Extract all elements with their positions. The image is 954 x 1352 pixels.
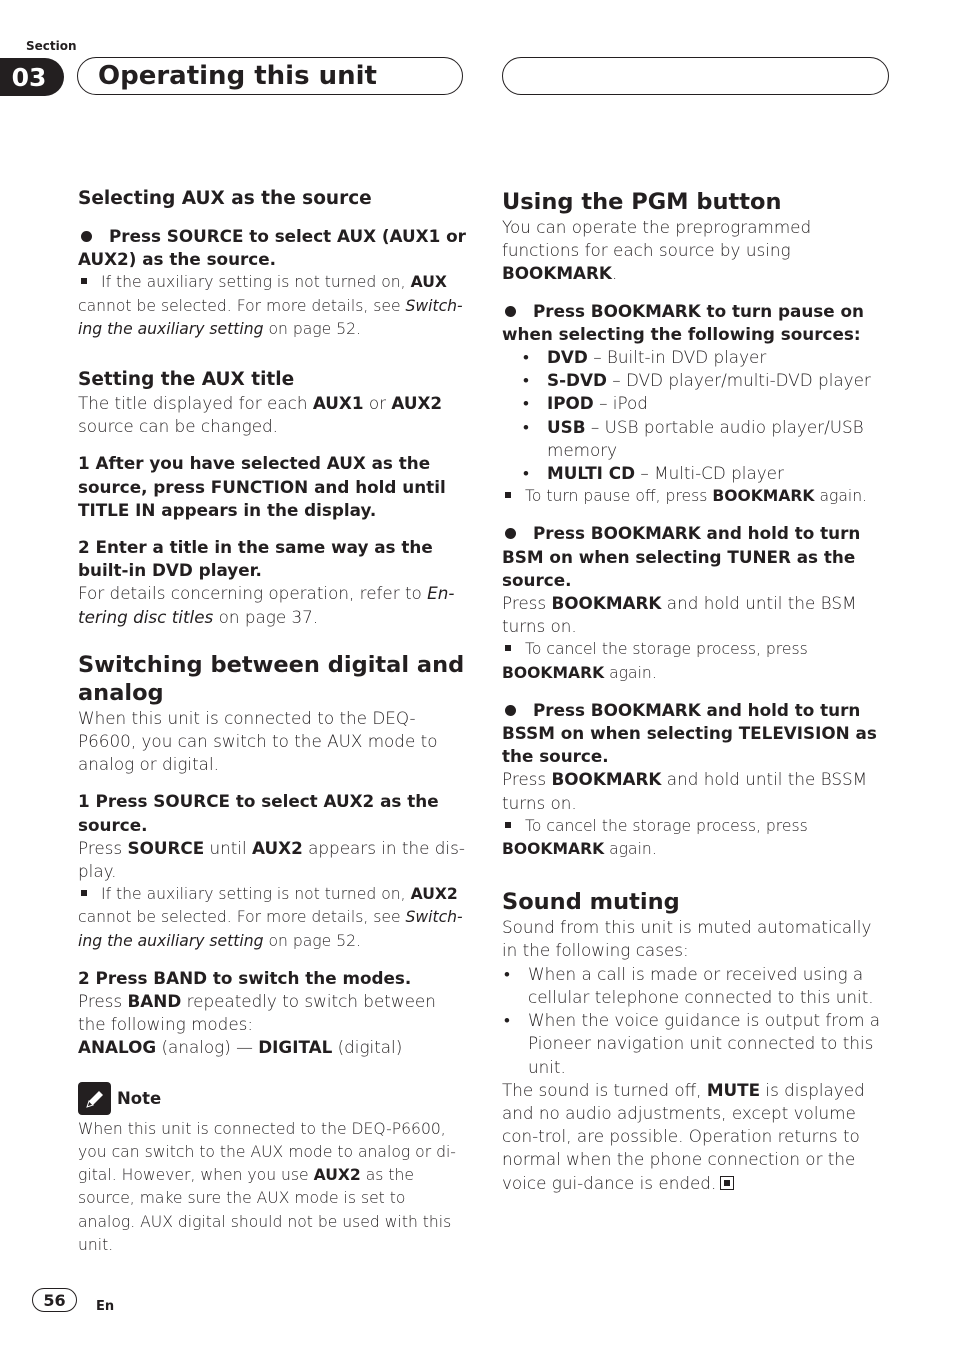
note-label: Note xyxy=(117,1089,162,1109)
square-bullet-icon xyxy=(81,278,87,284)
pgm-step-bsm: Press BOOKMARK and hold to turn BSM on when selecting TUNER as the source. xyxy=(502,523,861,590)
note-text: When this unit is connected to the DEQ-P6600, you can switch to the AUX mode to analog or di-gital. However, when you use AUX2 as the source, make sure the AUX mode is set to analog. AUX digital should not be used with this unit. xyxy=(78,1119,456,1254)
aux-source-step: Press SOURCE to select AUX (AUX1 or AUX2) as the source. xyxy=(78,226,466,270)
bullet-dot-icon xyxy=(81,231,92,242)
list-item: • When the voice guidance is output from a Pioneer navigation unit connected to this unit. xyxy=(502,1009,892,1079)
section-label: Section xyxy=(26,39,77,53)
list-item: • IPOD – iPod xyxy=(502,392,892,415)
aux-title-intro: The title displayed for each AUX1 or AUX2 source can be changed. xyxy=(78,393,443,437)
switching-step-2-detail: Press BAND repeatedly to switch between the following modes: xyxy=(78,991,436,1035)
pgm-bssm-cancel-note: To cancel the storage process, press BOOKMARK again. xyxy=(502,816,808,859)
switching-intro: When this unit is connected to the DEQ-P6600, you can switch to the AUX mode to analog or digital. xyxy=(78,707,438,775)
aux-title-heading: Setting the AUX title xyxy=(78,369,295,391)
bullet-dot-icon xyxy=(505,528,516,539)
aux-title-step-1: 1 After you have selected AUX as the source, press FUNCTION and hold until TITLE IN appears in the display. xyxy=(78,453,446,520)
switching-step-1: 1 Press SOURCE to select AUX2 as the source. xyxy=(78,791,439,835)
list-item: • MULTI CD – Multi-CD player xyxy=(502,462,892,485)
list-item: • S-DVD – DVD player/multi-DVD player xyxy=(502,369,892,392)
aux-title-step-2: 2 Enter a title in the same way as the built-in DVD player. xyxy=(78,537,433,581)
note-header xyxy=(78,1082,466,1116)
pgm-bsm-detail: Press BOOKMARK and hold until the BSM turns on. xyxy=(502,593,857,637)
pgm-bssm-detail: Press BOOKMARK and hold until the BSSM turns on. xyxy=(502,769,868,813)
list-item: • When a call is made or received using a cellular telephone connected to this unit. xyxy=(502,963,892,1009)
language-code: En xyxy=(96,1299,115,1314)
pgm-intro: You can operate the preprogrammed functions for each source by using BOOKMARK. xyxy=(502,217,812,284)
muting-outro: The sound is turned off, MUTE is displayed and no audio adjustments, except volume con-trol, are possible. Operation returns to normal when the phone connection or the voice gui-dance is ended. xyxy=(502,1079,865,1193)
aux-source-note: If the auxiliary setting is not turned on, AUX cannot be selected. For more details, see Switch-ing the auxiliary setting on page 52. xyxy=(78,273,463,338)
aux-source-heading: Selecting AUX as the source xyxy=(78,188,372,209)
switching-heading: Switching between digital and analog xyxy=(78,651,465,706)
bullet-dot-icon xyxy=(505,306,516,317)
list-item: • DVD – Built-in DVD player xyxy=(502,346,892,369)
pgm-step-pause: Press BOOKMARK to turn pause on when selecting the following sources: xyxy=(502,300,864,344)
header-right-frame xyxy=(502,57,889,95)
switching-modes: ANALOG (analog) — DIGITAL (digital) xyxy=(78,1037,403,1058)
switching-note: If the auxiliary setting is not turned on, AUX2 cannot be selected. For more details, see Switch-ing the auxiliary setting on page 52. xyxy=(78,885,463,950)
pgm-step-bssm: Press BOOKMARK and hold to turn BSSM on when selecting TELEVISION as the source. xyxy=(502,699,877,767)
muting-case-list xyxy=(502,963,892,1079)
left-column xyxy=(78,187,466,1257)
square-bullet-icon xyxy=(505,645,511,651)
bullet-dot-icon xyxy=(505,705,516,716)
pgm-bsm-cancel-note: To cancel the storage process, press BOOKMARK again. xyxy=(502,640,808,682)
pgm-source-list xyxy=(502,346,892,485)
pgm-heading: Using the PGM button xyxy=(502,189,782,215)
right-column xyxy=(502,188,892,1195)
end-mark-icon xyxy=(720,1176,734,1190)
section-number-badge: 03 xyxy=(0,58,64,96)
square-bullet-icon xyxy=(81,890,87,896)
switching-step-2: 2 Press BAND to switch the modes. xyxy=(78,967,412,988)
square-bullet-icon xyxy=(505,492,511,498)
aux-title-step-2-detail: For details concerning operation, refer to En-tering disc titles on page 37. xyxy=(78,583,455,627)
switching-step-1-detail: Press SOURCE until AUX2 appears in the dis-play. xyxy=(78,837,465,882)
page-number: 56 xyxy=(32,1288,77,1312)
square-bullet-icon xyxy=(505,822,511,828)
page-title: Operating this unit xyxy=(77,57,463,95)
muting-intro: Sound from this unit is muted automatically in the following cases: xyxy=(502,917,872,961)
muting-heading: Sound muting xyxy=(502,889,680,916)
pgm-pause-off-note: To turn pause off, press BOOKMARK again. xyxy=(502,485,892,508)
list-item: • USB – USB portable audio player/USB memory xyxy=(502,416,892,462)
note-pencil-icon xyxy=(78,1082,111,1115)
